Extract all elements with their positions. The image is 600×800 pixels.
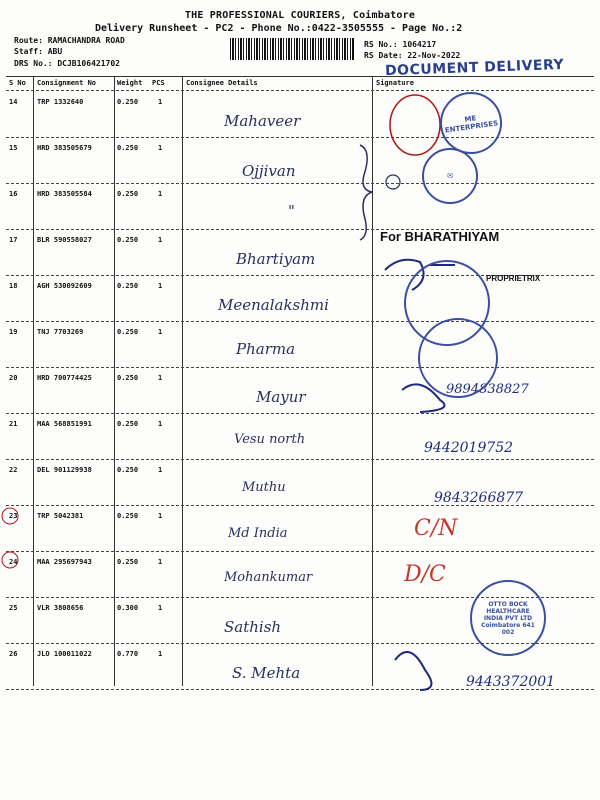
bank-stamp	[422, 148, 478, 204]
row-weight: 0.250	[117, 420, 139, 428]
enterprises-stamp: ME ENTERPRISES	[436, 88, 506, 158]
document-title: THE PROFESSIONAL COURIERS, Coimbatore	[184, 10, 416, 21]
circled-number-mark	[386, 175, 400, 189]
col-header-pcs: PCS	[152, 79, 165, 87]
row-pcs: 1	[158, 374, 163, 382]
row-pcs: 1	[158, 512, 163, 520]
circle-mark	[2, 508, 18, 524]
row-sno: 22	[9, 466, 18, 474]
row-consignee: Muthu	[242, 480, 286, 495]
row-consignment: MAA 295697943	[37, 558, 92, 566]
bank-emblem-icon: ✉	[447, 172, 453, 180]
row-pcs: 1	[158, 328, 163, 336]
row-sno: 23	[9, 512, 18, 520]
rs-number: RS No.: 1064217	[364, 40, 437, 49]
row-consignee: Md India	[228, 526, 288, 541]
row-consignee: Vesu north	[234, 432, 306, 447]
staff-label: Staff: ABU	[14, 47, 63, 56]
row-consignment: TNJ 7703269	[37, 328, 84, 336]
row-consignee: Sathish	[224, 618, 282, 636]
row-consignment: DEL 901129938	[37, 466, 92, 474]
row-weight: 0.250	[117, 328, 139, 336]
row-consignment: JLO 100011022	[37, 650, 92, 658]
row-consignment: TRP 5042381	[37, 512, 84, 520]
runsheet-subtitle: Delivery Runsheet - PC2 - Phone No.:0422-3505555 - Page No.:2	[95, 23, 463, 34]
drs-number: DRS No.: DCJB106421702	[14, 59, 120, 68]
row-pcs: 1	[158, 282, 163, 290]
row-sno: 17	[9, 236, 18, 244]
row-pcs: 1	[158, 420, 163, 428]
row-weight: 0.250	[117, 144, 139, 152]
row-consignee: Mayur	[256, 388, 306, 406]
col-header-sno: S No	[9, 79, 26, 87]
row-consignee: Bhartiyam	[236, 250, 316, 268]
healthcare-stamp: OTTO BOCK HEALTHCARE INDIA PVT LTD Coimbatore 641 002	[470, 580, 546, 656]
row-pcs: 1	[158, 236, 163, 244]
row-sno: 16	[9, 190, 18, 198]
row-pcs: 1	[158, 604, 163, 612]
row-sno: 15	[9, 144, 18, 152]
row-sno: 18	[9, 282, 18, 290]
row-signature: D/C	[404, 562, 446, 587]
proprietrix-stamp: PROPRIETRIX	[486, 274, 541, 283]
brace-mark	[360, 145, 372, 240]
row-signature: 9443372001	[466, 674, 556, 690]
row-sno: 19	[9, 328, 18, 336]
row-consignee: Meenalakshmi	[218, 296, 329, 314]
row-consignee: Mohankumar	[224, 570, 313, 585]
row-pcs: 1	[158, 190, 163, 198]
row-consignee: "	[288, 202, 295, 220]
row-weight: 0.250	[117, 98, 139, 106]
col-header-signature: Signature	[376, 79, 414, 87]
row-pcs: 1	[158, 144, 163, 152]
row-consignment: AGH 530092609	[37, 282, 92, 290]
row-sno: 21	[9, 420, 18, 428]
row-weight: 0.250	[117, 236, 139, 244]
red-scribble-mark	[390, 95, 440, 155]
col-header-consignee: Consignee Details	[186, 79, 258, 87]
row-weight: 0.250	[117, 190, 139, 198]
row-weight: 0.250	[117, 558, 139, 566]
signature-scribble	[395, 384, 445, 690]
row-sno: 25	[9, 604, 18, 612]
row-weight: 0.250	[117, 282, 139, 290]
row-consignment: VLR 3808656	[37, 604, 84, 612]
col-header-weight: Weight	[117, 79, 143, 87]
row-sno: 14	[9, 98, 18, 106]
row-weight: 0.300	[117, 604, 139, 612]
row-signature: C/N	[414, 516, 458, 541]
row-weight: 0.250	[117, 374, 139, 382]
row-consignment: HRD 383505584	[37, 190, 92, 198]
row-pcs: 1	[158, 558, 163, 566]
col-header-consignment: Consignment No	[37, 79, 97, 87]
row-sno: 20	[9, 374, 18, 382]
row-consignee: Ojjivan	[242, 162, 296, 180]
row-consignment: HRD 383505679	[37, 144, 92, 152]
row-consignee: Mahaveer	[224, 112, 301, 130]
rs-date: RS Date: 22-Nov-2022	[364, 51, 461, 60]
row-pcs: 1	[158, 98, 163, 106]
row-signature: 9843266877	[434, 490, 524, 506]
bharathiyam-stamp: For BHARATHIYAM	[380, 229, 500, 244]
pharma-stamp	[418, 318, 498, 398]
row-pcs: 1	[158, 466, 163, 474]
row-weight: 0.250	[117, 466, 139, 474]
row-sno: 26	[9, 650, 18, 658]
row-consignment: TRP 1332640	[37, 98, 84, 106]
document-delivery-stamp: DOCUMENT DELIVERY	[384, 56, 565, 80]
row-pcs: 1	[158, 650, 163, 658]
row-consignment: BLR 590558027	[37, 236, 92, 244]
row-weight: 0.770	[117, 650, 139, 658]
row-weight: 0.250	[117, 512, 139, 520]
row-consignee: S. Mehta	[232, 664, 301, 682]
row-consignment: HRD 700774425	[37, 374, 92, 382]
row-sno: 24	[9, 558, 18, 566]
row-consignment: MAA 568851991	[37, 420, 92, 428]
row-consignee: Pharma	[236, 340, 296, 358]
circle-mark	[2, 552, 18, 568]
route-label: Route: RAMACHANDRA ROAD	[14, 36, 125, 45]
row-signature: 9894838827	[446, 382, 529, 397]
row-signature: 9442019752	[424, 440, 514, 456]
